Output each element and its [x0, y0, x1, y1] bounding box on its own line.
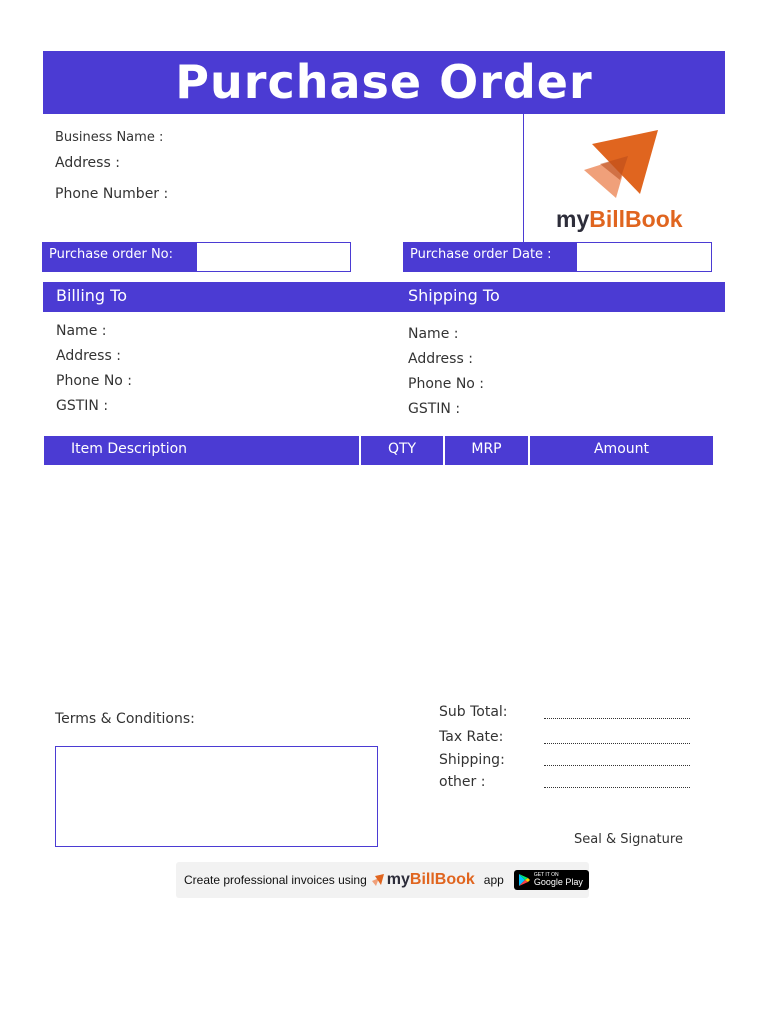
tax-rate-label: Tax Rate:: [439, 729, 504, 745]
promo-brand-name: BillBook: [409, 871, 475, 888]
business-address-label: Address :: [55, 155, 120, 171]
mybillbook-logo: [556, 128, 696, 238]
po-date-field[interactable]: [577, 243, 711, 271]
shipping-cost-label: Shipping:: [439, 752, 505, 768]
column-header-qty: QTY: [361, 436, 443, 465]
billing-gstin-label: GSTIN :: [56, 398, 109, 414]
logo-name: BillBook: [589, 206, 683, 232]
promo-text: Create professional invoices using: [184, 873, 367, 887]
column-header-amount: Amount: [530, 436, 713, 465]
promo-suffix: app: [483, 873, 504, 887]
shipping-heading: Shipping To: [408, 286, 500, 305]
terms-label: Terms & Conditions:: [55, 711, 195, 727]
shipping-name-label: Name :: [408, 326, 459, 342]
promo-brand-prefix: my: [386, 871, 410, 888]
shipping-cost-line[interactable]: [544, 765, 690, 766]
billing-shipping-bar: [43, 282, 725, 312]
billing-heading: Billing To: [56, 286, 127, 305]
other-label: other :: [439, 774, 486, 790]
subtotal-line[interactable]: [544, 718, 690, 719]
po-number-box: [42, 242, 351, 272]
google-play-badge[interactable]: [514, 870, 589, 890]
logo-prefix: my: [556, 206, 590, 232]
po-number-label: Purchase order No:: [43, 243, 197, 271]
column-header-mrp: MRP: [445, 436, 528, 465]
google-play-small-text: GET IT ON: [533, 872, 559, 878]
po-date-box: [403, 242, 712, 272]
seal-signature-label: Seal & Signature: [574, 832, 683, 847]
billing-phone-label: Phone No :: [56, 373, 133, 389]
terms-input[interactable]: [55, 746, 378, 847]
google-play-name: Google Play: [533, 877, 583, 887]
page-title: Purchase Order: [43, 51, 725, 114]
header-divider: [523, 114, 524, 242]
google-play-icon: [518, 873, 531, 887]
logo-mark-icon: [556, 128, 696, 203]
shipping-gstin-label: GSTIN :: [408, 401, 461, 417]
subtotal-label: Sub Total:: [439, 704, 508, 720]
promo-banner[interactable]: [176, 862, 589, 898]
billing-address-label: Address :: [56, 348, 121, 364]
po-date-label: Purchase order Date :: [404, 243, 577, 271]
billing-name-label: Name :: [56, 323, 107, 339]
po-number-field[interactable]: [197, 243, 350, 271]
business-name-label: Business Name :: [55, 130, 164, 145]
tax-rate-line[interactable]: [544, 743, 690, 744]
column-header-item-description: Item Description: [44, 436, 359, 465]
other-line[interactable]: [544, 787, 690, 788]
shipping-phone-label: Phone No :: [408, 376, 485, 392]
shipping-address-label: Address :: [408, 351, 473, 367]
business-phone-label: Phone Number :: [55, 186, 169, 202]
brand-mark-icon: [371, 873, 385, 887]
